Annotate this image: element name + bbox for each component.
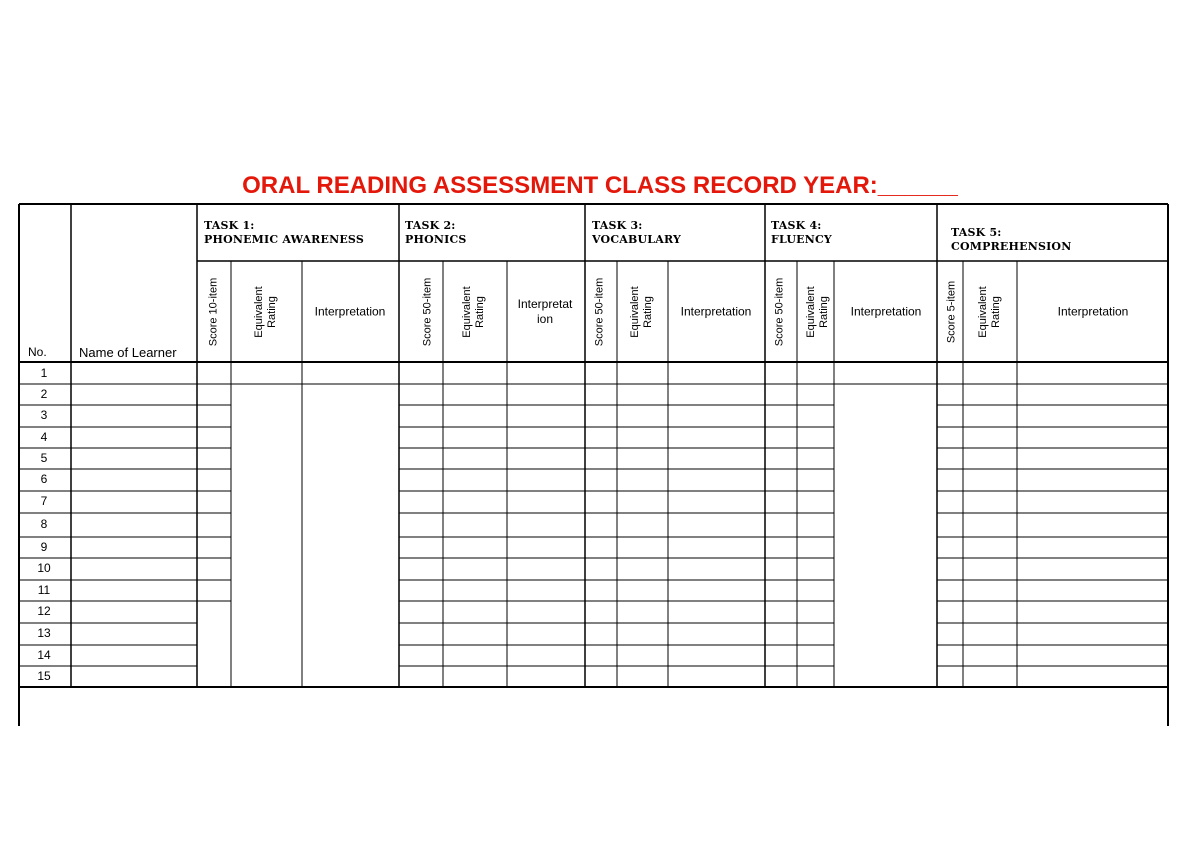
task-5-score-header: Score 5-item [945,280,958,344]
row-number: 8 [40,517,48,531]
task-5-interpretation-header: Interpretation [1057,304,1129,319]
row-number: 1 [40,365,48,380]
task-4-score-header: Score 50-item [773,277,786,347]
task-4-title: TASK 4: FLUENCY [771,219,832,246]
task-2-interpretation-header: Interpretat ion [517,297,573,326]
task-1-score-header: Score 10-item [207,277,220,347]
row-number: 6 [40,472,48,486]
page-title: ORAL READING ASSESSMENT CLASS RECORD YEAR:______ [242,172,958,199]
header-name-of-learner: Name of Learner [79,345,177,360]
task-4-equivalent-rating-header: Equivalent Rating [805,286,830,338]
task-1-interpretation-header: Interpretation [314,304,386,319]
task-3-equivalent-rating-header: Equivalent Rating [629,286,654,338]
task-4-interpretation-header: Interpretation [850,304,922,319]
row-number: 12 [37,604,51,618]
row-number: 11 [37,582,51,597]
row-number: 4 [40,429,48,444]
task-2-score-header: Score 50-item [421,277,434,347]
task-1-title: TASK 1: PHONEMIC AWARENESS [204,219,364,246]
task-2-equivalent-rating-header: Equivalent Rating [461,286,486,338]
row-number: 10 [37,561,51,575]
task-3-title: TASK 3: VOCABULARY [592,219,682,246]
row-number: 7 [40,494,48,508]
row-number: 3 [40,408,48,422]
task-1-equivalent-rating-header: Equivalent Rating [253,286,278,338]
task-5-title: TASK 5: COMPREHENSION [951,226,1072,253]
row-number: 15 [37,668,51,683]
task-2-title: TASK 2: PHONICS [405,219,467,246]
row-number: 5 [40,450,48,465]
row-number: 14 [37,647,51,662]
task-3-interpretation-header: Interpretation [680,304,752,319]
row-number: 13 [37,626,51,640]
task-5-equivalent-rating-header: Equivalent Rating [977,286,1002,338]
row-number: 2 [40,386,48,401]
row-number: 9 [40,539,48,554]
task-3-score-header: Score 50-item [593,277,606,347]
header-no: No. [28,345,47,359]
